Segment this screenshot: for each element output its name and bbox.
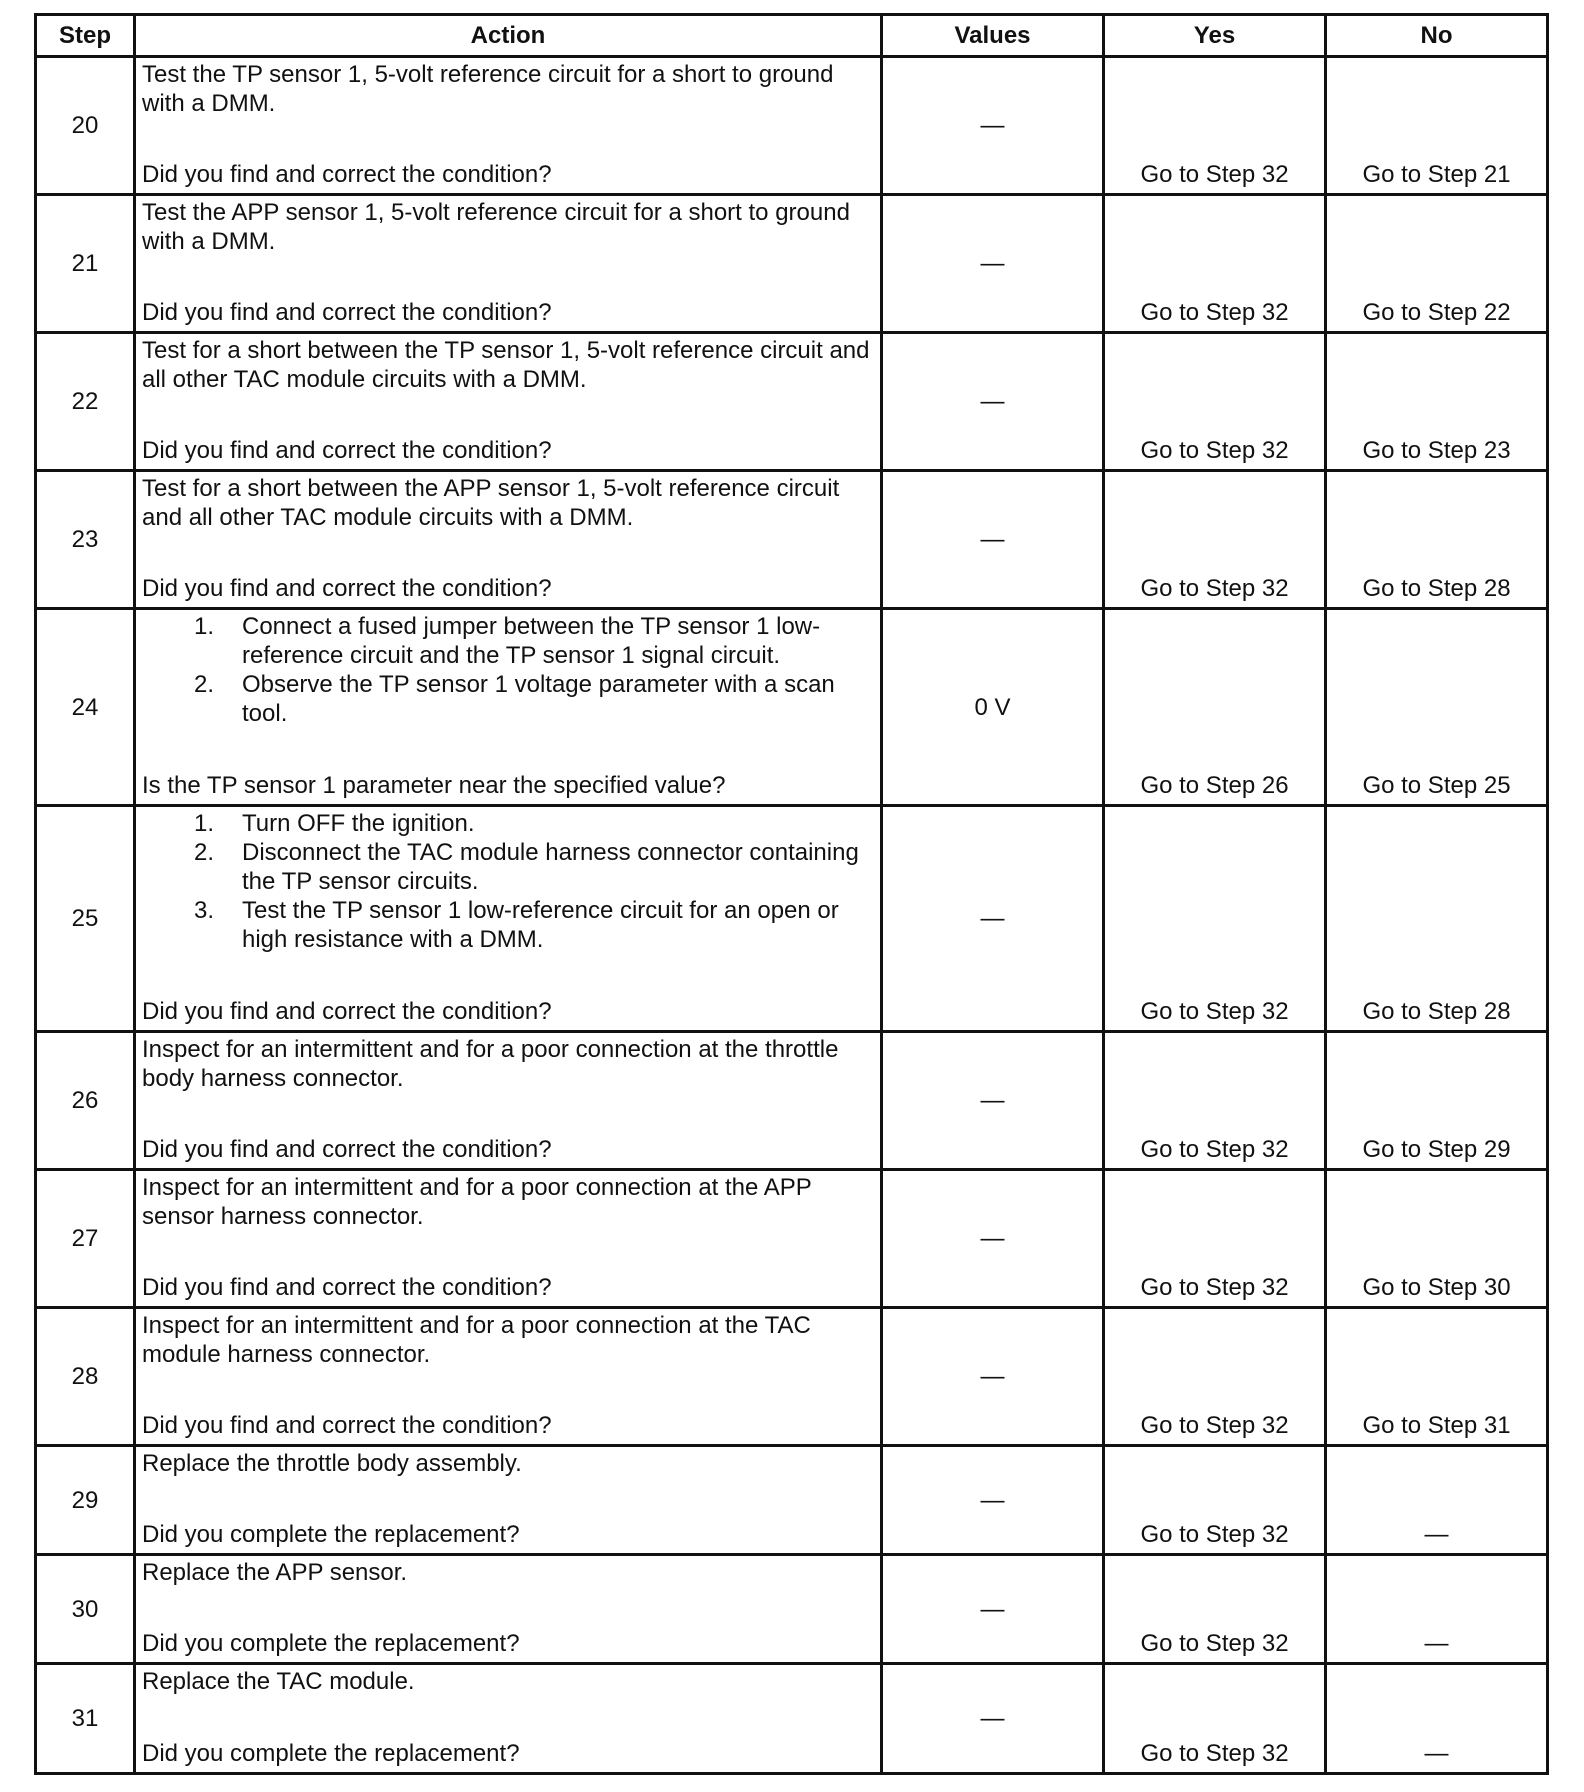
action-body (142, 1173, 874, 1231)
action-cell (135, 1308, 882, 1446)
action-question: Did you find and correct the condition? (142, 437, 552, 464)
value-cell: — (882, 1664, 1104, 1774)
action-step-text: Connect a fused jumper between the TP sensor 1 low-reference circuit and the TP sensor 1 signal circuit. (242, 613, 821, 669)
yes-result: Go to Step 32 (1104, 1555, 1326, 1664)
table-row (36, 609, 1548, 806)
step-number: 27 (36, 1170, 135, 1308)
action-cell (135, 806, 882, 1032)
step-number: 30 (36, 1555, 135, 1664)
value-cell: — (882, 1032, 1104, 1170)
action-cell (135, 1664, 882, 1774)
action-body (142, 1449, 874, 1478)
no-result: — (1326, 1446, 1548, 1555)
action-cell (135, 195, 882, 333)
action-body (142, 474, 874, 532)
value-cell: — (882, 195, 1104, 333)
diagnostic-table (34, 13, 1549, 1775)
action-cell (135, 1170, 882, 1308)
value-cell: — (882, 1308, 1104, 1446)
action-step-text: Observe the TP sensor 1 voltage parameter with a scan tool. (242, 671, 835, 727)
action-step-number: 2. (193, 839, 214, 866)
step-number: 24 (36, 609, 135, 806)
action-text: Test the TP sensor 1, 5-volt reference circuit for a short to ground with a DMM. (142, 61, 834, 117)
table-row (36, 57, 1548, 195)
yes-result: Go to Step 32 (1104, 471, 1326, 609)
value-cell: — (882, 57, 1104, 195)
no-result: Go to Step 28 (1326, 471, 1548, 609)
action-body (142, 612, 874, 728)
action-step-item (142, 809, 874, 838)
yes-result: Go to Step 32 (1104, 195, 1326, 333)
value-cell: — (882, 471, 1104, 609)
no-result: Go to Step 28 (1326, 806, 1548, 1032)
yes-result: Go to Step 26 (1104, 609, 1326, 806)
action-cell (135, 1446, 882, 1555)
action-text: Test for a short between the APP sensor 1, 5-volt reference circuit and all other TAC module circuits with a DMM. (142, 475, 840, 531)
table-row (36, 1664, 1548, 1774)
yes-result: Go to Step 32 (1104, 1032, 1326, 1170)
table-row (36, 1446, 1548, 1555)
action-body (142, 1667, 874, 1696)
yes-result: Go to Step 32 (1104, 1170, 1326, 1308)
action-step-item (142, 896, 874, 954)
action-step-number: 1. (193, 613, 214, 640)
header-row (36, 15, 1548, 57)
header-action: Action (135, 15, 882, 57)
action-cell (135, 609, 882, 806)
value-cell: — (882, 333, 1104, 471)
step-number: 25 (36, 806, 135, 1032)
table-row (36, 1308, 1548, 1446)
action-step-number: 2. (193, 671, 214, 698)
action-text: Inspect for an intermittent and for a poor connection at the TAC module harness connector. (142, 1312, 811, 1368)
action-body (142, 198, 874, 256)
action-steps-list (142, 612, 874, 728)
header-no: No (1326, 15, 1548, 57)
value-cell: — (882, 1446, 1104, 1555)
table-row (36, 806, 1548, 1032)
step-number: 31 (36, 1664, 135, 1774)
action-question: Did you find and correct the condition? (142, 1136, 552, 1163)
no-result: Go to Step 23 (1326, 333, 1548, 471)
table-row (36, 1032, 1548, 1170)
action-body (142, 60, 874, 118)
action-text: Replace the throttle body assembly. (142, 1450, 522, 1477)
action-step-text: Turn OFF the ignition. (242, 810, 475, 837)
action-step-item (142, 670, 874, 728)
action-question: Did you find and correct the condition? (142, 299, 552, 326)
yes-result: Go to Step 32 (1104, 1308, 1326, 1446)
no-result: Go to Step 21 (1326, 57, 1548, 195)
action-body (142, 1558, 874, 1587)
header-step: Step (36, 15, 135, 57)
action-cell (135, 1555, 882, 1664)
value-cell: — (882, 1170, 1104, 1308)
yes-result: Go to Step 32 (1104, 57, 1326, 195)
step-number: 20 (36, 57, 135, 195)
no-result: Go to Step 31 (1326, 1308, 1548, 1446)
action-cell (135, 333, 882, 471)
step-number: 26 (36, 1032, 135, 1170)
action-cell (135, 471, 882, 609)
action-step-item (142, 612, 874, 670)
action-step-item (142, 838, 874, 896)
no-result: Go to Step 22 (1326, 195, 1548, 333)
yes-result: Go to Step 32 (1104, 333, 1326, 471)
yes-result: Go to Step 32 (1104, 1446, 1326, 1555)
yes-result: Go to Step 32 (1104, 806, 1326, 1032)
action-question: Did you find and correct the condition? (142, 161, 552, 188)
no-result: — (1326, 1664, 1548, 1774)
action-question: Did you find and correct the condition? (142, 998, 552, 1025)
action-body (142, 1311, 874, 1369)
table-row (36, 1170, 1548, 1308)
table-row (36, 471, 1548, 609)
yes-result: Go to Step 32 (1104, 1664, 1326, 1774)
step-number: 21 (36, 195, 135, 333)
action-step-number: 3. (193, 897, 214, 924)
action-text: Test for a short between the TP sensor 1, 5-volt reference circuit and all other TAC module circuits with a DMM. (142, 337, 870, 393)
step-number: 23 (36, 471, 135, 609)
table-row (36, 195, 1548, 333)
action-question: Did you find and correct the condition? (142, 1412, 552, 1439)
table-body (36, 57, 1548, 1774)
header-values: Values (882, 15, 1104, 57)
action-text: Inspect for an intermittent and for a poor connection at the APP sensor harness connector. (142, 1174, 812, 1230)
action-body (142, 336, 874, 394)
no-result: — (1326, 1555, 1548, 1664)
value-cell: — (882, 806, 1104, 1032)
step-number: 28 (36, 1308, 135, 1446)
action-body (142, 1035, 874, 1093)
action-text: Replace the APP sensor. (142, 1559, 408, 1586)
action-cell (135, 57, 882, 195)
no-result: Go to Step 30 (1326, 1170, 1548, 1308)
action-question: Did you find and correct the condition? (142, 1274, 552, 1301)
no-result: Go to Step 25 (1326, 609, 1548, 806)
action-question: Did you complete the replacement? (142, 1630, 520, 1657)
action-question: Did you complete the replacement? (142, 1521, 520, 1548)
table-row (36, 1555, 1548, 1664)
step-number: 22 (36, 333, 135, 471)
action-question: Did you find and correct the condition? (142, 575, 552, 602)
no-result: Go to Step 29 (1326, 1032, 1548, 1170)
action-body (142, 809, 874, 954)
action-question: Did you complete the replacement? (142, 1740, 520, 1767)
action-step-number: 1. (193, 810, 214, 837)
action-cell (135, 1032, 882, 1170)
action-steps-list (142, 809, 874, 954)
action-text: Inspect for an intermittent and for a poor connection at the throttle body harness connector. (142, 1036, 839, 1092)
value-cell: — (882, 1555, 1104, 1664)
step-number: 29 (36, 1446, 135, 1555)
action-step-text: Disconnect the TAC module harness connector containing the TP sensor circuits. (242, 839, 859, 895)
action-text: Test the APP sensor 1, 5-volt reference circuit for a short to ground with a DMM. (142, 199, 850, 255)
table-row (36, 333, 1548, 471)
action-text: Replace the TAC module. (142, 1668, 415, 1695)
action-step-text: Test the TP sensor 1 low-reference circuit for an open or high resistance with a DMM. (242, 897, 839, 953)
action-question: Is the TP sensor 1 parameter near the specified value? (142, 772, 726, 799)
header-yes: Yes (1104, 15, 1326, 57)
value-cell: 0 V (882, 609, 1104, 806)
